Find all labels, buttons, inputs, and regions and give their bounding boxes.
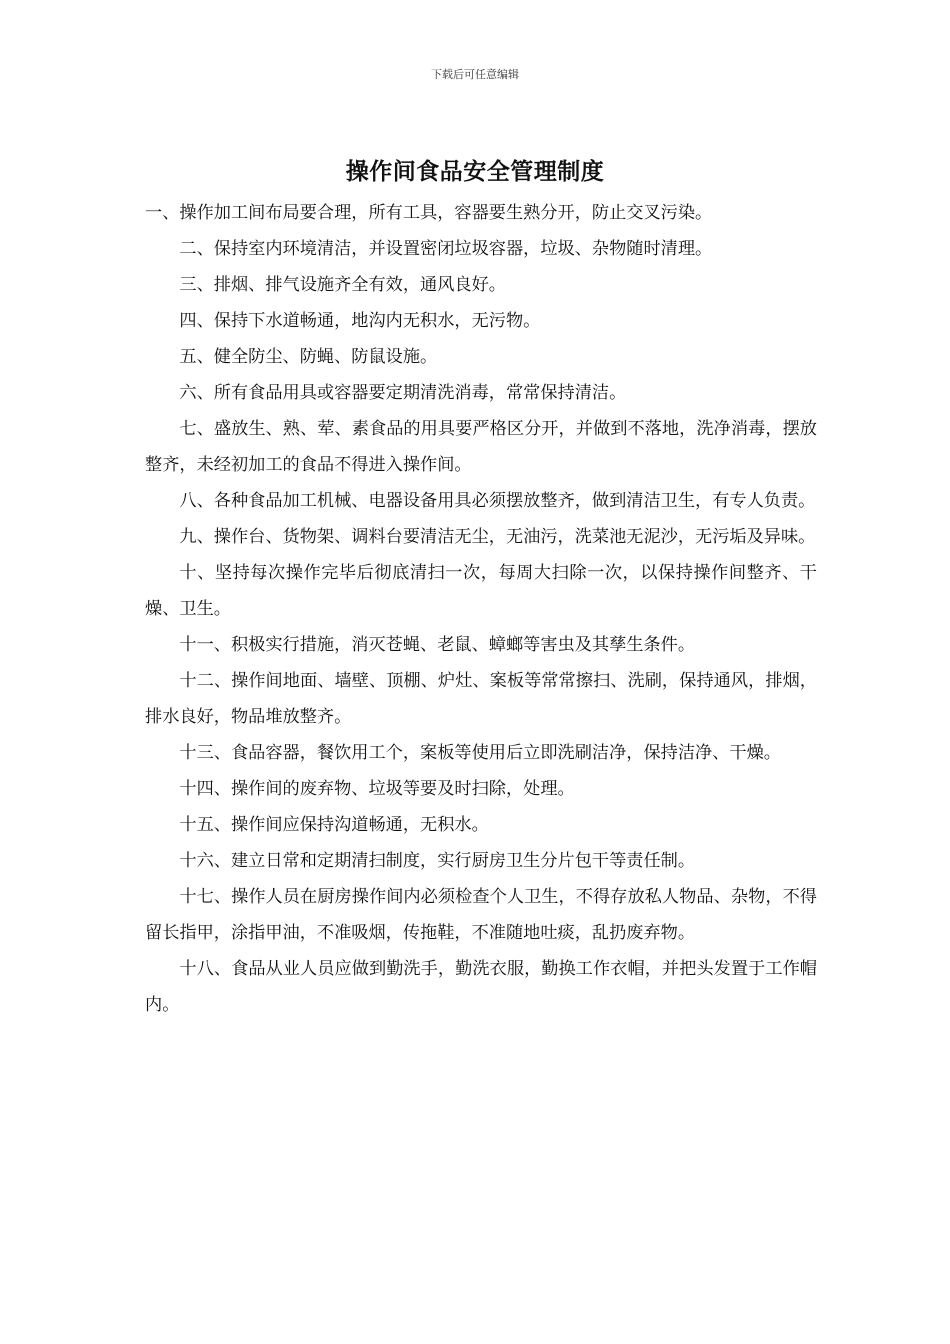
paragraph-2: 二、保持室内环境清洁，并设置密闭垃圾容器，垃圾、杂物随时清理。: [179, 239, 713, 259]
document-title: 操作间食品安全管理制度: [345, 159, 605, 185]
paragraph-8: 八、各种食品加工机械、电器设备用具必须摆放整齐，做到清洁卫生，有专人负责。: [179, 491, 816, 511]
paragraph-11: 十一、积极实行措施，消灭苍蝇、老鼠、蟑螂等害虫及其孳生条件。: [179, 635, 696, 655]
paragraph-12: 十二、操作间地面、墙壁、顶棚、炉灶、案板等常常擦扫、洗刷，保持通风，排烟，排水良好，物品堆放整齐。: [145, 671, 817, 727]
paragraph-16: 十六、建立日常和定期清扫制度，实行厨房卫生分片包干等责任制。: [179, 851, 696, 871]
paragraph-6: 六、所有食品用具或容器要定期清洗消毒，常常保持清洁。: [179, 383, 627, 403]
paragraph-1: 一、操作加工间布局要合理，所有工具，容器要生熟分开，防止交叉污染。: [145, 203, 713, 223]
paragraph-9: 九、操作台、货物架、调料台要清洁无尘，无油污，洗菜池无泥沙，无污垢及异味。: [179, 527, 816, 547]
paragraph-10: 十、坚持每次操作完毕后彻底清扫一次，每周大扫除一次，以保持操作间整齐、干燥、卫生。: [145, 563, 817, 619]
paragraph-14: 十四、操作间的废弃物、垃圾等要及时扫除，处理。: [179, 779, 575, 799]
paragraph-17: 十七、操作人员在厨房操作间内必须检查个人卫生，不得存放私人物品、杂物，不得留长指甲，涂指甲油，不准吸烟，传拖鞋，不准随地吐痰，乱扔废弃物。: [145, 887, 817, 943]
document-body: [145, 195, 817, 1023]
paragraph-4: 四、保持下水道畅通，地沟内无积水，无污物。: [179, 311, 541, 331]
paragraph-18: 十八、食品从业人员应做到勤洗手，勤洗衣服，勤换工作衣帽，并把头发置于工作帽内。: [145, 959, 817, 1015]
header-note: 下载后可任意编辑: [431, 68, 519, 81]
paragraph-5: 五、健全防尘、防蝇、防鼠设施。: [179, 347, 438, 367]
paragraph-15: 十五、操作间应保持沟道畅通，无积水。: [179, 815, 489, 835]
paragraph-3: 三、排烟、排气设施齐全有效，通风良好。: [179, 275, 506, 295]
paragraph-13: 十三、食品容器，餐饮用工个，案板等使用后立即洗刷洁净，保持洁净、干燥。: [179, 743, 781, 763]
paragraph-7: 七、盛放生、熟、荤、素食品的用具要严格区分开，并做到不落地，洗净消毒，摆放整齐，未经初加工的食品不得进入操作间。: [145, 419, 817, 475]
